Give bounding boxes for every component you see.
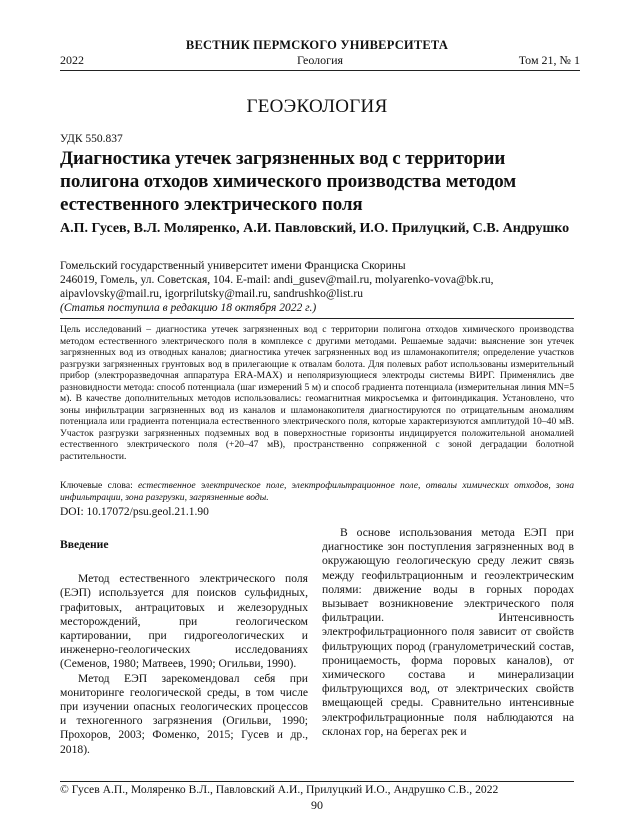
institution: Гомельский государственный университет имени Франциска Скорины: [60, 260, 406, 272]
abstract: Цель исследований – диагностика утечек загрязненных вод с территории полигона отходов химического производства методом естественного электрического поля в комплексе с другими методами. Решаемые задачи: выяснение зон утечек загрязненных вод из отводных каналов; диагностика утечек загрязненных вод из шламонакопителя; определение участков разгрузки загрязненных грунтовых вод в прилегающие к отвалам болота. Для полевых работ использованы измерительный прибор (электроразведочная аппаратура ERA-MAX) и неполяризующиеся электроды системы ВИРГ. Применялись две разновидности метода: способ потенциала (шаг измерений 5 м) и способ градиента потенциала (измерительная линия MN=5 м). В качестве дополнительных методов использовались: геомагнитная микросъемка и фитоиндикация. Установлено, что зоны инфильтрации загрязненных вод из каналов и шламонакопителя диагностируются по отрицательным аномалиям потенциала или градиента потенциала естественного электрического поля, которые характеризуются амплитудой 10–40 мВ. Участок разгрузки загрязненных подземных вод в поверхностные горизонты индицируется положительной аномалией естественного электрического поля (+20–47 мВ), пространственно сопряженной с зоной деградации болотной растительности.: [60, 324, 574, 462]
page-number: 90: [311, 798, 323, 812]
footer-rule: [60, 781, 574, 782]
article-title: Диагностика утечек загрязненных вод с территории полигона отходов химического производства методом естественного электрического поля: [60, 148, 517, 215]
section-title: ГЕОЭКОЛОГИЯ: [246, 96, 388, 117]
volume-number: Том 21, № 1: [518, 53, 580, 67]
right-column: [322, 526, 574, 739]
doi: DOI: 10.17072/psu.geol.21.1.90: [60, 506, 209, 518]
keywords-value: естественное электрическое поле, электрофильтрационное поле, отвалы химических отходов, зона инфильтрации, зона разгрузки, загрязненные воды.: [60, 480, 574, 503]
keywords-label: Ключевые слова:: [60, 480, 139, 491]
journal-name: ВЕСТНИК ПЕРМСКОГО УНИВЕРСИТЕТА: [185, 38, 449, 52]
address-emails: 246019, Гомель, ул. Советская, 104. E-mail: andi_gusev@mail.ru, molyarenko-vova@bk.ru, aipavlovsky@mail.ru, igorprilutsky@mail.ru, sandrushko@list.ru: [60, 274, 494, 300]
copyright: © Гусев А.П., Моляренко В.Л., Павловский А.И., Прилуцкий И.О., Андрушко С.В., 2022: [60, 783, 499, 796]
intro-heading: Введение: [60, 538, 109, 551]
issue-year: 2022: [60, 53, 84, 67]
left-paragraph: Метод ЕЭП зарекомендовал себя при мониторинге геологической среды, в том числе при изучении опасных геологических процессов и техногенного загрязнения (Огильви, 1990; Прохоров, 2003; Фоменко, 2015; Гусев и др., 2018).: [60, 671, 308, 756]
journal-subject: Геология: [296, 53, 344, 67]
left-column: [60, 538, 308, 757]
udc-code: УДК 550.837: [60, 133, 123, 145]
right-paragraph: В основе использования метода ЕЭП при диагностике зон поступления загрязненных вод в окружающую геологическую среду лежит связь между геофильтрационным и геоэлектрическим полями: движение воды в горных породах вызывает возникновение электрического поля фильтрации. Интенсивность электрофильтрационного поля зависит от свойств фильтрующих пород (гранулометрический состав, проницаемость, форма поровых каналов), от химического состава и минерализации фильтрующихся вод, от электрических свойств вмещающей среды. Сравнительно интенсивные электрофильтрационные поля наблюдаются на склонах гор, на берегах рек и: [322, 526, 574, 738]
affiliation: [60, 259, 580, 315]
keywords: [60, 480, 574, 503]
abstract-rule: [60, 318, 574, 319]
header-meta: [60, 53, 580, 68]
header-rule: [60, 70, 580, 71]
left-paragraph: Метод естественного электрического поля (ЕЭП) используется для поисков сульфидных, графитовых, антрацитовых и железорудных месторождений, при геологическом картировании, при гидрогеологических и инженерно-геологических исследованиях (Семенов, 1980; Матвеев, 1990; Огильви, 1990).: [60, 572, 308, 671]
received-date: (Статья поступила в редакцию 18 октября 2022 г.): [60, 302, 317, 314]
article-authors: А.П. Гусев, В.Л. Моляренко, А.И. Павловский, И.О. Прилуцкий, С.В. Андрушко: [60, 221, 570, 236]
